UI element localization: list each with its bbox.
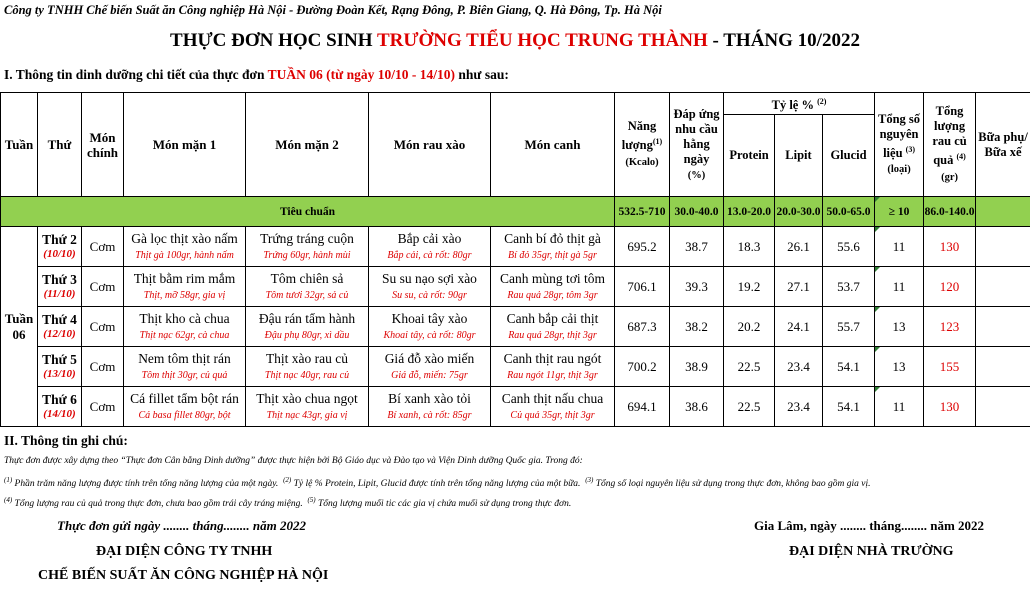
col-day: Thứ <box>38 93 82 197</box>
col-week: Tuần <box>1 93 38 197</box>
meet-cell: 39.3 <box>670 267 724 307</box>
dish-name: Canh thịt rau ngót <box>503 351 602 366</box>
soup-cell <box>491 387 615 427</box>
col-lipit: Lipit <box>775 115 823 197</box>
energy-label: Năng lượng <box>621 119 657 153</box>
vegtotal-unit: (gr) <box>941 171 958 183</box>
veg-cell <box>369 227 491 267</box>
ingredients-label: Tổng số nguyên liệu <box>878 111 921 161</box>
col-veg: Món rau xào <box>369 93 491 197</box>
standard-vegtotal: 86.0-140.0 <box>924 197 976 227</box>
dish-name: Trứng tráng cuộn <box>260 231 354 246</box>
note1-sup: (1) <box>4 476 13 484</box>
veg-cell <box>369 267 491 307</box>
energy-cell: 700.2 <box>615 347 670 387</box>
dish1-cell <box>124 347 246 387</box>
dish-ingredients: Thịt nạc 40gr, rau củ <box>264 370 350 381</box>
sent-date-line: Thực đơn gửi ngày ........ tháng........ năm 2022 <box>57 518 306 533</box>
section1-week: TUẦN 06 (từ ngày 10/10 - 14/10) <box>267 67 455 82</box>
dish-name: Canh bí đỏ thịt gà <box>504 231 601 246</box>
standard-protein: 13.0-20.0 <box>724 197 775 227</box>
note4-sup: (4) <box>4 496 13 504</box>
day-name: Thứ 6 <box>42 392 77 407</box>
energy-cell: 695.2 <box>615 227 670 267</box>
dish-name: Cá fillet tẩm bột rán <box>130 391 239 406</box>
protein-cell: 20.2 <box>724 307 775 347</box>
main-cell: Cơm <box>82 347 124 387</box>
veg-cell <box>369 307 491 347</box>
rep-school: ĐẠI DIỆN NHÀ TRƯỜNG <box>789 544 954 559</box>
note4-text: Tổng lượng rau củ quả trong thực đơn, chưa bao gồm trái cây tráng miệng. <box>12 499 303 510</box>
dish-ingredients: Thịt, mỡ 58gr, gia vị <box>143 290 226 301</box>
meet-unit: (%) <box>687 169 706 181</box>
ingredients-cell: 11 <box>875 387 924 427</box>
protein-cell: 18.3 <box>724 227 775 267</box>
section1-heading <box>4 67 509 83</box>
dish-ingredients: Bí đỏ 35gr, thịt gà 5gr <box>508 250 597 261</box>
ingredients-cell: 11 <box>875 267 924 307</box>
glucid-cell: 55.6 <box>823 227 875 267</box>
snack-cell <box>976 307 1030 347</box>
glucid-cell: 55.7 <box>823 307 875 347</box>
dish-ingredients: Củ quả 35gr, thịt 3gr <box>510 410 595 421</box>
section2-heading: II. Thông tin ghi chú: <box>4 433 128 448</box>
vegtotal-sup: (4) <box>956 152 966 162</box>
dish-ingredients: Trứng 60gr, hành mùi <box>263 250 351 261</box>
dish-ingredients: Thịt gà 100gr, hành nấm <box>135 250 234 261</box>
main-cell: Cơm <box>82 267 124 307</box>
section1-prefix: I. Thông tin dinh dưỡng chi tiết của thực đơn <box>4 67 268 82</box>
day-cell <box>38 347 82 387</box>
meet-label: Đáp ứng nhu cầu hằng ngày <box>673 106 720 166</box>
day-date: (11/10) <box>43 288 76 300</box>
glucid-cell: 54.1 <box>823 347 875 387</box>
dish-name: Giá đỗ xào miến <box>384 351 475 366</box>
energy-cell: 687.3 <box>615 307 670 347</box>
dish2-cell <box>246 387 369 427</box>
standard-ingredients: ≥ 10 <box>875 197 924 227</box>
day-date: (13/10) <box>43 368 76 380</box>
dish2-cell <box>246 347 369 387</box>
dish-ingredients: Tôm tươi 32gr, sả củ <box>265 290 349 301</box>
title-part2: - THÁNG 10/2022 <box>707 30 860 51</box>
col-dish2: Món mặn 2 <box>246 93 369 197</box>
dish-name: Thịt bằm rim mắm <box>133 271 236 286</box>
note2-sup: (2) <box>283 476 292 484</box>
menu-table <box>0 92 1030 427</box>
day-date: (12/10) <box>43 328 76 340</box>
table-row <box>1 227 1030 267</box>
ingredients-sup: (3) <box>905 144 915 154</box>
col-vegtotal <box>924 93 976 197</box>
standard-row <box>1 197 1030 227</box>
vegtotal-cell: 120 <box>924 267 976 307</box>
col-energy <box>615 93 670 197</box>
ingredients-cell: 13 <box>875 347 924 387</box>
dish2-cell <box>246 267 369 307</box>
vegtotal-cell: 155 <box>924 347 976 387</box>
dish-ingredients: Đậu phụ 80gr, xì dầu <box>264 330 350 341</box>
note3-sup: (3) <box>585 476 594 484</box>
lipit-cell: 27.1 <box>775 267 823 307</box>
snack-cell <box>976 227 1030 267</box>
soup-cell <box>491 267 615 307</box>
dish-ingredients: Rau quả 28gr, thịt 3gr <box>508 330 597 341</box>
day-cell <box>38 387 82 427</box>
energy-cell: 694.1 <box>615 387 670 427</box>
col-meet <box>670 93 724 197</box>
note2-text: Tỷ lệ % Protein, Lipit, Glucid được tính trên tổng năng lượng của một bữa. <box>291 479 581 490</box>
meet-cell: 38.6 <box>670 387 724 427</box>
vegtotal-cell: 130 <box>924 387 976 427</box>
col-snack: Bữa phụ/ Bữa xế <box>976 93 1030 197</box>
dish2-cell <box>246 227 369 267</box>
snack-cell <box>976 387 1030 427</box>
dish-ingredients: Rau quả 28gr, tôm 3gr <box>507 290 598 301</box>
rep-company-line1: ĐẠI DIỆN CÔNG TY TNHH <box>96 544 273 559</box>
day-date: (10/10) <box>43 248 76 260</box>
col-main: Món chính <box>82 93 124 197</box>
ingredients-cell: 11 <box>875 227 924 267</box>
ratio-label: Tỷ lệ % <box>771 98 814 113</box>
note-line-2 <box>4 496 1028 509</box>
main-cell: Cơm <box>82 307 124 347</box>
veg-cell <box>369 387 491 427</box>
standard-label: Tiêu chuẩn <box>1 197 615 227</box>
ingredients-cell: 13 <box>875 307 924 347</box>
note5-sup: (5) <box>307 496 316 504</box>
company-address: Công ty TNHH Chế biến Suất ăn Công nghiệp Hà Nội - Đường Đoàn Kết, Rạng Đông, P. Biên Giang, Q. Hà Đông, Tp. Hà Nội <box>4 3 662 17</box>
dish-name: Bắp cải xào <box>397 231 462 246</box>
table-row <box>1 387 1030 427</box>
vegtotal-cell: 130 <box>924 227 976 267</box>
standard-energy: 532.5-710 <box>615 197 670 227</box>
glucid-cell: 54.1 <box>823 387 875 427</box>
dish-ingredients: Khoai tây, cà rốt: 80gr <box>383 330 476 341</box>
day-cell <box>38 267 82 307</box>
glucid-cell: 53.7 <box>823 267 875 307</box>
main-cell: Cơm <box>82 227 124 267</box>
dish1-cell <box>124 387 246 427</box>
note-intro: Thực đơn được xây dựng theo “Thực đơn Cân bằng Dinh dưỡng” được thực hiện bởi Bộ Giáo dục và Đào tạo và Viện Dinh dưỡng Quốc gia. Trong đó: <box>4 456 583 466</box>
energy-unit: (Kcalo) <box>625 156 659 168</box>
protein-cell: 22.5 <box>724 387 775 427</box>
rep-company-line2: CHẾ BIẾN SUẤT ĂN CÔNG NGHIỆP HÀ NỘI <box>38 568 329 583</box>
main-cell: Cơm <box>82 387 124 427</box>
day-date: (14/10) <box>43 408 76 420</box>
day-name: Thứ 3 <box>42 272 77 287</box>
dish-ingredients: Bí xanh, cà rốt: 85gr <box>387 410 472 421</box>
dish-ingredients: Thịt nạc 62gr, cà chua <box>139 330 230 341</box>
dish-name: Gà lọc thịt xào nấm <box>131 231 238 246</box>
day-cell <box>38 307 82 347</box>
dish-name: Bí xanh xào tỏi <box>388 391 471 406</box>
dish-name: Canh mùng tơi tôm <box>499 271 605 286</box>
title-part1: THỰC ĐƠN HỌC SINH <box>170 30 377 51</box>
col-ratio <box>724 93 875 115</box>
meet-cell: 38.2 <box>670 307 724 347</box>
dish-name: Tôm chiên sả <box>270 271 344 286</box>
note1-text: Phần trăm năng lượng được tính trên tổng năng lượng của một ngày. <box>12 479 279 490</box>
snack-cell <box>976 267 1030 307</box>
ratio-sup: (2) <box>817 96 827 106</box>
note5-text: Tổng lượng muối tic các gia vị chứa muối sử dụng trong thực đơn. <box>315 499 572 510</box>
day-cell <box>38 227 82 267</box>
dish-name: Canh bắp cải thịt <box>506 311 599 326</box>
dish-name: Đậu rán tẩm hành <box>258 311 356 326</box>
dish-ingredients: Giá đỗ, miến: 75gr <box>391 370 468 381</box>
ingredients-unit: (loại) <box>887 164 911 176</box>
snack-cell <box>976 347 1030 387</box>
col-ingredients <box>875 93 924 197</box>
protein-cell: 19.2 <box>724 267 775 307</box>
dish-ingredients: Rau ngót 11gr, thịt 3gr <box>507 370 598 381</box>
lipit-cell: 23.4 <box>775 387 823 427</box>
soup-cell <box>491 347 615 387</box>
table-row <box>1 267 1030 307</box>
dish-ingredients: Thịt nạc 43gr, gia vị <box>266 410 348 421</box>
note3-text: Tổng số loại nguyên liệu sử dụng trong thực đơn, không bao gồm gia vị. <box>593 479 871 490</box>
day-name: Thứ 4 <box>42 312 77 327</box>
standard-meet: 30.0-40.0 <box>670 197 724 227</box>
place-date-line: Gia Lâm, ngày ........ tháng........ năm 2022 <box>754 518 985 533</box>
dish-name: Thịt xào rau củ <box>265 351 349 366</box>
dish1-cell <box>124 227 246 267</box>
dish-ingredients: Bắp cải, cà rốt: 80gr <box>387 250 472 261</box>
day-name: Thứ 5 <box>42 352 77 367</box>
vegtotal-label: Tổng lượng rau củ quả <box>932 104 967 168</box>
title-school: TRƯỜNG TIỂU HỌC TRUNG THÀNH <box>376 30 708 51</box>
energy-sup: (1) <box>652 137 663 147</box>
meet-cell: 38.9 <box>670 347 724 387</box>
header-row <box>1 93 1030 115</box>
table-row <box>1 347 1030 387</box>
note-line-1 <box>4 476 1028 489</box>
lipit-cell: 23.4 <box>775 347 823 387</box>
standard-lipit: 20.0-30.0 <box>775 197 823 227</box>
standard-snack <box>976 197 1030 227</box>
dish-ingredients: Su su, cà rốt: 90gr <box>392 290 467 301</box>
dish-name: Thịt kho cà chua <box>139 311 230 326</box>
protein-cell: 22.5 <box>724 347 775 387</box>
meet-cell: 38.7 <box>670 227 724 267</box>
veg-cell <box>369 347 491 387</box>
dish-name: Canh thịt nấu chua <box>501 391 604 406</box>
soup-cell <box>491 307 615 347</box>
dish-ingredients: Cá basa fillet 80gr, bột <box>138 410 231 421</box>
day-name: Thứ 2 <box>42 232 77 247</box>
col-protein: Protein <box>724 115 775 197</box>
dish2-cell <box>246 307 369 347</box>
dish1-cell <box>124 307 246 347</box>
vegtotal-cell: 123 <box>924 307 976 347</box>
lipit-cell: 26.1 <box>775 227 823 267</box>
lipit-cell: 24.1 <box>775 307 823 347</box>
standard-glucid: 50.0-65.0 <box>823 197 875 227</box>
section1-suffix: như sau: <box>454 67 509 82</box>
table-row <box>1 307 1030 347</box>
dish-name: Thịt xào chua ngọt <box>256 391 358 406</box>
energy-cell: 706.1 <box>615 267 670 307</box>
page-title <box>0 30 1030 52</box>
dish-name: Khoai tây xào <box>391 311 468 326</box>
col-dish1: Món mặn 1 <box>124 93 246 197</box>
week-cell: Tuần 06 <box>1 227 38 427</box>
dish-ingredients: Tôm thịt 30gr, củ quả <box>141 370 228 381</box>
soup-cell <box>491 227 615 267</box>
dish-name: Su su nạo sợi xào <box>382 271 477 286</box>
dish-name: Nem tôm thịt rán <box>138 351 231 366</box>
col-soup: Món canh <box>491 93 615 197</box>
dish1-cell <box>124 267 246 307</box>
col-glucid: Glucid <box>823 115 875 197</box>
